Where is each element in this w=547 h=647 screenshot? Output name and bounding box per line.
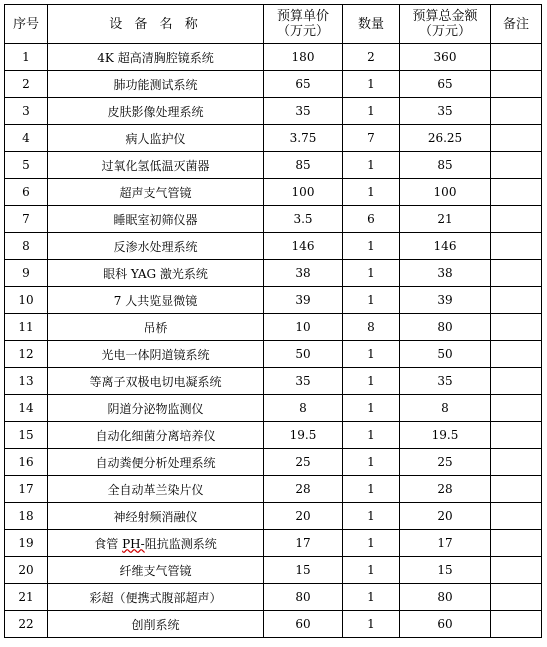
row-equipment-name: 肺功能测试系统 <box>48 71 264 98</box>
table-row <box>5 179 542 206</box>
row-note <box>491 557 542 584</box>
row-quantity: 1 <box>343 611 400 638</box>
row-total-amount: 35 <box>400 368 491 395</box>
row-note <box>491 476 542 503</box>
row-equipment-name: 眼科 YAG 激光系统 <box>48 260 264 287</box>
row-equipment-name: 创削系统 <box>48 611 264 638</box>
table-row <box>5 287 542 314</box>
row-equipment-name: 阴道分泌物监测仪 <box>48 395 264 422</box>
row-note <box>491 584 542 611</box>
row-quantity: 1 <box>343 503 400 530</box>
row-total-amount: 17 <box>400 530 491 557</box>
header-unit-price <box>264 5 343 44</box>
row-total-amount: 15 <box>400 557 491 584</box>
row-note <box>491 611 542 638</box>
row-seq: 20 <box>5 557 48 584</box>
row-note <box>491 71 542 98</box>
table-row <box>5 449 542 476</box>
table-row <box>5 152 542 179</box>
row-total-amount: 20 <box>400 503 491 530</box>
header-total-amount <box>400 5 491 44</box>
row-quantity: 1 <box>343 71 400 98</box>
row-equipment-name: 自动化细菌分离培养仪 <box>48 422 264 449</box>
header-note: 备注 <box>491 5 542 44</box>
equipment-budget-table <box>4 4 542 638</box>
row-seq: 22 <box>5 611 48 638</box>
row-equipment-name: 纤维支气管镜 <box>48 557 264 584</box>
table-row <box>5 584 542 611</box>
row-equipment-name: 皮肤影像处理系统 <box>48 98 264 125</box>
row-seq: 9 <box>5 260 48 287</box>
row-total-amount: 100 <box>400 179 491 206</box>
row-quantity: 1 <box>343 530 400 557</box>
table-header-row <box>5 5 542 44</box>
header-total-line1: 预算总金额 <box>412 9 478 24</box>
row-quantity: 1 <box>343 476 400 503</box>
row-unit-price: 3.75 <box>264 125 343 152</box>
row-unit-price: 3.5 <box>264 206 343 233</box>
row-note <box>491 314 542 341</box>
row-note <box>491 125 542 152</box>
table-row <box>5 125 542 152</box>
row-seq: 10 <box>5 287 48 314</box>
row-note <box>491 287 542 314</box>
row-total-amount: 85 <box>400 152 491 179</box>
table-row <box>5 611 542 638</box>
header-unit-price-line1: 预算单价 <box>276 9 329 24</box>
row-seq: 13 <box>5 368 48 395</box>
row-quantity: 1 <box>343 557 400 584</box>
row-note <box>491 98 542 125</box>
table-row <box>5 314 542 341</box>
table-body <box>5 44 542 638</box>
row-seq: 14 <box>5 395 48 422</box>
table-row <box>5 71 542 98</box>
row-unit-price: 35 <box>264 368 343 395</box>
row-equipment-name: 光电一体阴道镜系统 <box>48 341 264 368</box>
row-note <box>491 152 542 179</box>
row-note <box>491 395 542 422</box>
row-equipment-name: 神经射频消融仪 <box>48 503 264 530</box>
row-quantity: 8 <box>343 314 400 341</box>
row-unit-price: 50 <box>264 341 343 368</box>
row-seq: 8 <box>5 233 48 260</box>
row-note <box>491 206 542 233</box>
table-row <box>5 233 542 260</box>
row-note <box>491 530 542 557</box>
row-unit-price: 100 <box>264 179 343 206</box>
row-note <box>491 503 542 530</box>
row-unit-price: 80 <box>264 584 343 611</box>
row-unit-price: 38 <box>264 260 343 287</box>
row-equipment-name: 4K 超高清胸腔镜系统 <box>48 44 264 71</box>
row-equipment-name: 吊桥 <box>48 314 264 341</box>
row-seq: 6 <box>5 179 48 206</box>
row-quantity: 1 <box>343 368 400 395</box>
row-note <box>491 44 542 71</box>
row-total-amount: 25 <box>400 449 491 476</box>
row-equipment-name: 超声支气管镜 <box>48 179 264 206</box>
row-total-amount: 65 <box>400 71 491 98</box>
header-seq: 序号 <box>5 5 48 44</box>
row-quantity: 1 <box>343 152 400 179</box>
row-note <box>491 449 542 476</box>
row-equipment-name: 彩超（便携式腹部超声） <box>48 584 264 611</box>
table-row <box>5 503 542 530</box>
row-unit-price: 28 <box>264 476 343 503</box>
row-total-amount: 26.25 <box>400 125 491 152</box>
row-note <box>491 260 542 287</box>
row-unit-price: 17 <box>264 530 343 557</box>
row-name-part: 食管 <box>94 536 123 551</box>
row-seq: 16 <box>5 449 48 476</box>
row-seq: 15 <box>5 422 48 449</box>
row-unit-price: 8 <box>264 395 343 422</box>
row-unit-price: 60 <box>264 611 343 638</box>
row-total-amount: 80 <box>400 314 491 341</box>
row-quantity: 1 <box>343 179 400 206</box>
row-name-part: 阻抗监测系统 <box>144 536 217 551</box>
row-total-amount: 50 <box>400 341 491 368</box>
row-total-amount: 146 <box>400 233 491 260</box>
row-total-amount: 8 <box>400 395 491 422</box>
spellcheck-flagged-text: PH- <box>122 536 145 551</box>
row-unit-price: 39 <box>264 287 343 314</box>
row-quantity: 1 <box>343 341 400 368</box>
row-seq: 2 <box>5 71 48 98</box>
row-quantity: 1 <box>343 395 400 422</box>
table-row <box>5 44 542 71</box>
row-equipment-name: 睡眠室初筛仪器 <box>48 206 264 233</box>
row-total-amount: 19.5 <box>400 422 491 449</box>
table-row <box>5 260 542 287</box>
row-total-amount: 21 <box>400 206 491 233</box>
row-note <box>491 179 542 206</box>
header-total-line2: （万元） <box>418 24 471 39</box>
row-seq: 4 <box>5 125 48 152</box>
row-equipment-name: 全自动革兰染片仪 <box>48 476 264 503</box>
table-row <box>5 206 542 233</box>
header-quantity: 数量 <box>343 5 400 44</box>
row-unit-price: 35 <box>264 98 343 125</box>
row-total-amount: 28 <box>400 476 491 503</box>
row-total-amount: 80 <box>400 584 491 611</box>
row-equipment-name: 自动粪便分析处理系统 <box>48 449 264 476</box>
row-unit-price: 65 <box>264 71 343 98</box>
row-seq: 7 <box>5 206 48 233</box>
row-equipment-name: 反渗水处理系统 <box>48 233 264 260</box>
table-row <box>5 422 542 449</box>
table-row <box>5 476 542 503</box>
row-unit-price: 25 <box>264 449 343 476</box>
row-total-amount: 35 <box>400 98 491 125</box>
row-quantity: 1 <box>343 422 400 449</box>
row-seq: 1 <box>5 44 48 71</box>
table-row <box>5 557 542 584</box>
row-total-amount: 360 <box>400 44 491 71</box>
header-unit-price-line2: （万元） <box>276 24 329 39</box>
table-row <box>5 395 542 422</box>
row-unit-price: 146 <box>264 233 343 260</box>
row-seq: 12 <box>5 341 48 368</box>
row-note <box>491 233 542 260</box>
row-seq: 3 <box>5 98 48 125</box>
row-unit-price: 19.5 <box>264 422 343 449</box>
row-quantity: 1 <box>343 287 400 314</box>
table-row <box>5 341 542 368</box>
row-seq: 17 <box>5 476 48 503</box>
table-row <box>5 98 542 125</box>
row-equipment-name: 等离子双极电切电凝系统 <box>48 368 264 395</box>
row-unit-price: 10 <box>264 314 343 341</box>
row-equipment-name: 病人监护仪 <box>48 125 264 152</box>
row-quantity: 1 <box>343 260 400 287</box>
row-total-amount: 39 <box>400 287 491 314</box>
row-equipment-name <box>48 530 264 557</box>
row-unit-price: 20 <box>264 503 343 530</box>
row-seq: 18 <box>5 503 48 530</box>
row-quantity: 1 <box>343 449 400 476</box>
row-equipment-name: 过氧化氢低温灭菌器 <box>48 152 264 179</box>
header-equipment-name: 设 备 名 称 <box>48 5 264 44</box>
row-unit-price: 15 <box>264 557 343 584</box>
row-quantity: 7 <box>343 125 400 152</box>
row-unit-price: 85 <box>264 152 343 179</box>
row-unit-price: 180 <box>264 44 343 71</box>
row-quantity: 6 <box>343 206 400 233</box>
row-equipment-name: 7 人共览显微镜 <box>48 287 264 314</box>
row-seq: 11 <box>5 314 48 341</box>
table-row <box>5 530 542 557</box>
row-seq: 19 <box>5 530 48 557</box>
table-row <box>5 368 542 395</box>
row-quantity: 2 <box>343 44 400 71</box>
row-note <box>491 368 542 395</box>
row-quantity: 1 <box>343 98 400 125</box>
row-quantity: 1 <box>343 584 400 611</box>
row-total-amount: 38 <box>400 260 491 287</box>
row-seq: 21 <box>5 584 48 611</box>
row-total-amount: 60 <box>400 611 491 638</box>
row-note <box>491 341 542 368</box>
row-seq: 5 <box>5 152 48 179</box>
row-note <box>491 422 542 449</box>
row-quantity: 1 <box>343 233 400 260</box>
